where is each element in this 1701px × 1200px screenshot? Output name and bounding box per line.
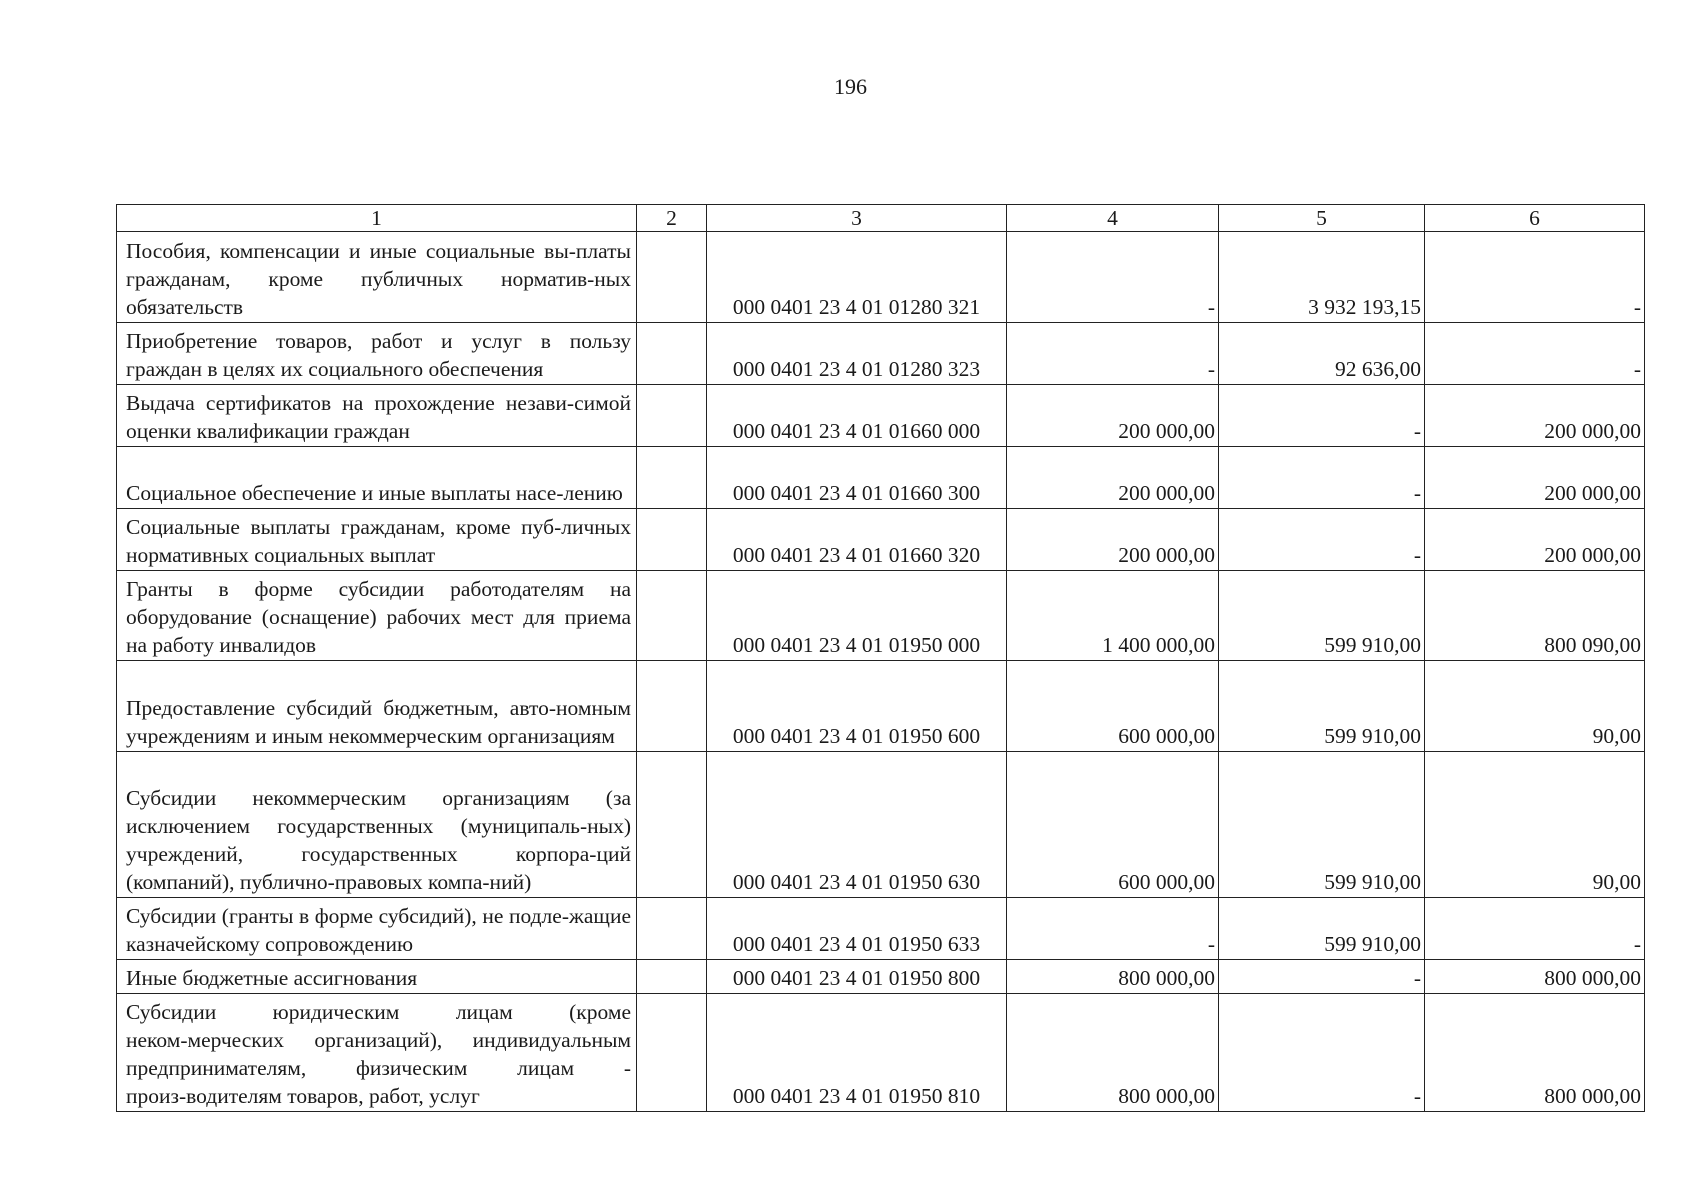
row-code: 000 0401 23 4 01 01660 320 (707, 509, 1007, 571)
row-col4: - (1007, 323, 1219, 385)
row-col5: - (1219, 509, 1425, 571)
row-col6: 90,00 (1425, 661, 1645, 752)
row-col2 (637, 994, 707, 1112)
row-col5: - (1219, 447, 1425, 509)
row-name: Субсидии (гранты в форме субсидий), не подле-жащие казначейскому сопровождению (117, 898, 637, 960)
row-col5: 92 636,00 (1219, 323, 1425, 385)
row-code: 000 0401 23 4 01 01950 800 (707, 960, 1007, 994)
row-col5: 599 910,00 (1219, 571, 1425, 661)
table-row (117, 571, 1645, 661)
header-col-6: 6 (1425, 205, 1645, 232)
row-name: Пособия, компенсации и иные социальные вы-платы гражданам, кроме публичных норматив-ных обязательств (117, 232, 637, 323)
row-col6: - (1425, 323, 1645, 385)
row-code: 000 0401 23 4 01 01950 633 (707, 898, 1007, 960)
row-col6: 800 000,00 (1425, 994, 1645, 1112)
table-row (117, 232, 1645, 323)
row-col2 (637, 232, 707, 323)
row-col6: 800 000,00 (1425, 960, 1645, 994)
row-col2 (637, 960, 707, 994)
row-code: 000 0401 23 4 01 01280 323 (707, 323, 1007, 385)
table-row (117, 661, 1645, 752)
row-name: Приобретение товаров, работ и услуг в пользу граждан в целях их социального обеспечения (117, 323, 637, 385)
row-col4: 600 000,00 (1007, 661, 1219, 752)
row-code: 000 0401 23 4 01 01950 810 (707, 994, 1007, 1112)
header-row (117, 205, 1645, 232)
table-row (117, 509, 1645, 571)
row-col2 (637, 509, 707, 571)
row-col6: 800 090,00 (1425, 571, 1645, 661)
table-row (117, 960, 1645, 994)
row-col6: 200 000,00 (1425, 447, 1645, 509)
row-col5: 599 910,00 (1219, 898, 1425, 960)
row-col2 (637, 323, 707, 385)
row-name: Гранты в форме субсидии работодателям на оборудование (оснащение) рабочих мест для приема на работу инвалидов (117, 571, 637, 661)
table-row (117, 447, 1645, 509)
row-col6: - (1425, 232, 1645, 323)
header-col-1: 1 (117, 205, 637, 232)
row-code: 000 0401 23 4 01 01950 600 (707, 661, 1007, 752)
row-col5: 599 910,00 (1219, 752, 1425, 898)
row-col4: 800 000,00 (1007, 994, 1219, 1112)
row-col2 (637, 571, 707, 661)
row-code: 000 0401 23 4 01 01950 630 (707, 752, 1007, 898)
row-col4: - (1007, 898, 1219, 960)
row-col4: - (1007, 232, 1219, 323)
row-col6: 90,00 (1425, 752, 1645, 898)
row-col5: 3 932 193,15 (1219, 232, 1425, 323)
row-name: Социальные выплаты гражданам, кроме пуб-личных нормативных социальных выплат (117, 509, 637, 571)
header-col-4: 4 (1007, 205, 1219, 232)
row-col4: 200 000,00 (1007, 447, 1219, 509)
row-col4: 200 000,00 (1007, 509, 1219, 571)
row-name: Субсидии некоммерческим организациям (за исключением государственных (муниципаль-ных) учреждений, государственных корпора-ций (компаний), публично-правовых компа-ний) (117, 752, 637, 898)
row-col5: - (1219, 960, 1425, 994)
row-col2 (637, 385, 707, 447)
row-name: Выдача сертификатов на прохождение незави-симой оценки квалификации граждан (117, 385, 637, 447)
row-name: Субсидии юридическим лицам (кроме неком-мерческих организаций), индивидуальным предпринимателям, физическим лицам - произ-водителям товаров, работ, услуг (117, 994, 637, 1112)
row-col4: 600 000,00 (1007, 752, 1219, 898)
row-col2 (637, 661, 707, 752)
row-name: Социальное обеспечение и иные выплаты насе-лению (117, 447, 637, 509)
row-col4: 200 000,00 (1007, 385, 1219, 447)
row-col2 (637, 752, 707, 898)
row-col6: 200 000,00 (1425, 385, 1645, 447)
row-col4: 1 400 000,00 (1007, 571, 1219, 661)
header-col-2: 2 (637, 205, 707, 232)
table-row (117, 385, 1645, 447)
row-col6: 200 000,00 (1425, 509, 1645, 571)
row-name: Иные бюджетные ассигнования (117, 960, 637, 994)
row-code: 000 0401 23 4 01 01950 000 (707, 571, 1007, 661)
row-col5: - (1219, 994, 1425, 1112)
row-col2 (637, 898, 707, 960)
row-col2 (637, 447, 707, 509)
row-col5: - (1219, 385, 1425, 447)
page-number: 196 (834, 74, 867, 99)
row-code: 000 0401 23 4 01 01660 300 (707, 447, 1007, 509)
header-col-3: 3 (707, 205, 1007, 232)
table-row (117, 994, 1645, 1112)
row-col5: 599 910,00 (1219, 661, 1425, 752)
row-col6: - (1425, 898, 1645, 960)
row-col4: 800 000,00 (1007, 960, 1219, 994)
row-name: Предоставление субсидий бюджетным, авто-номным учреждениям и иным некоммерческим организациям (117, 661, 637, 752)
budget-table (116, 204, 1645, 1112)
row-code: 000 0401 23 4 01 01280 321 (707, 232, 1007, 323)
header-col-5: 5 (1219, 205, 1425, 232)
table-row (117, 898, 1645, 960)
table-row (117, 752, 1645, 898)
row-code: 000 0401 23 4 01 01660 000 (707, 385, 1007, 447)
table-row (117, 323, 1645, 385)
